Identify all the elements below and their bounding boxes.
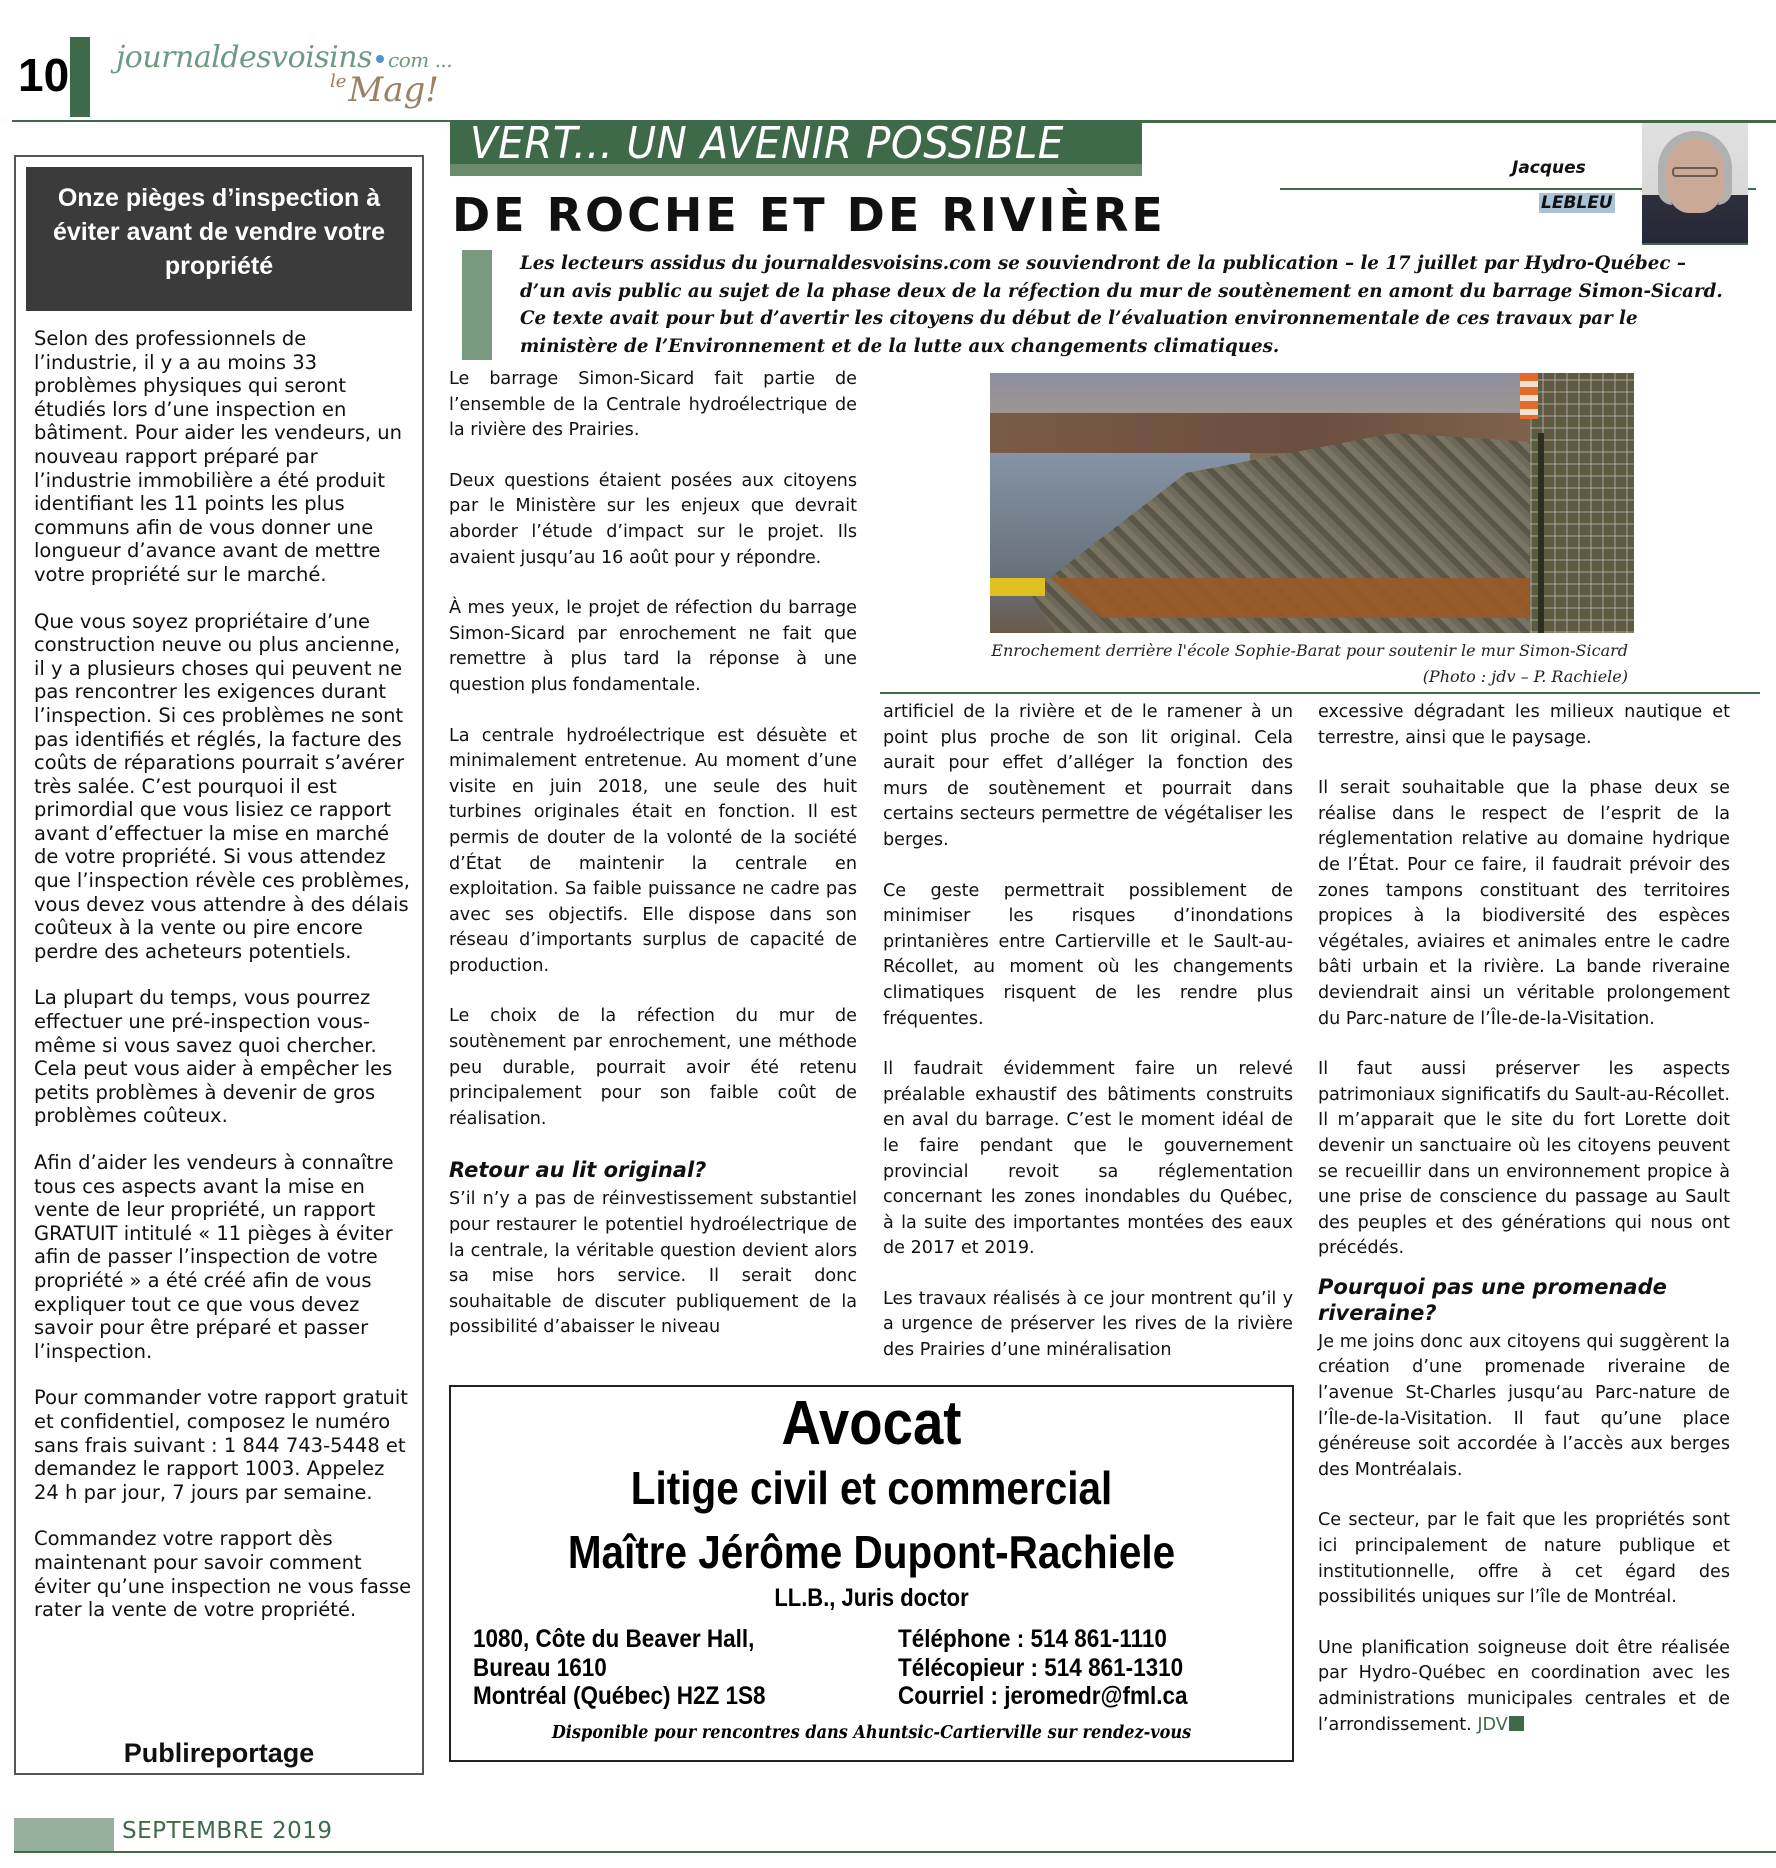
lawyer-availability-note: Disponible pour rencontres dans Ahuntsic-Cartierville sur rendez-vous [551,1723,1192,1743]
article-paragraph: excessive dégradant les milieux nautique et terrestre, ainsi que le paysage. [1318,702,1730,748]
subheading-promenade: Pourquoi pas une promenade riveraine? [1318,1274,1667,1325]
article-closing [1318,1636,1730,1738]
logo-dot-icon [376,55,384,63]
article-column-1 [449,367,857,1366]
photo-fence-post [1538,433,1544,633]
subheading-retour: Retour au lit original? [449,1158,707,1183]
ad-paragraph: Que vous soyez propriétaire d’une construction neuve ou plus ancienne, il y a plusieurs choses qui peuvent ne pas rencontrer les exigences durant l’inspection. Si ces problèmes ne sont pas identifiés et réglés, la facture des coûts de réparations pourrait s’avérer très salée. C’est pourquoi il est primordial que vous lisiez ce rapport avant d’effectuer la mise en marché de votre propriété. Si vous attendez que l’inspection révèle ces problèmes, vous devez vous attendre à des délais coûteux à la vente ou pire encore perdre des acheteurs potentiels. [34,609,410,963]
sponsored-ad-body [34,327,414,1645]
closing-text: Une planification soigneuse doit être réalisée par Hydro-Québec en coordination avec les administrations municipales centrales et de l’arrondissement. [1318,1637,1730,1735]
lawyer-address [473,1625,766,1711]
lawyer-ad-subtitle: Litige civil et commercial [630,1462,1113,1514]
email[interactable]: Courriel : jeromedr@fml.ca [898,1682,1188,1710]
article-paragraph: Je me joins donc aux citoyens qui suggèrent la création d’une promenade riveraine de l’avenue St-Charles jusqu‘au Parc-nature de l’Île-de-la-Visitation. Il faut qu’une place généreuse soit accordée à l’accès aux berges des Montréalais. [1318,1331,1730,1480]
article-lead: Les lecteurs assidus du journaldesvoisins.com se souviendront de la publication – le 17 juillet par Hydro-Québec – d’un avis public au sujet de la phase deux de la réfection du mur de soutènement en amont du barrage Simon-Sicard. Ce texte avait pour but d’avertir les citoyens du début de l’évaluation environnementale de ces travaux par le ministère de l’Environnement et de la lutte aux changements climatiques. [520,253,1723,357]
article-paragraph: Ce secteur, par le fait que les propriétés sont ici principalement de nature publique et institutionnelle, offre à cet égard des possibilités uniques sur l’île de Montréal. [1318,1510,1730,1608]
author-first-name: Jacques [1512,158,1586,178]
page-number: 10 [18,49,70,101]
photo-riverbank [1050,578,1570,618]
lawyer-name: Maître Jérôme Dupont-Rachiele [567,1526,1176,1578]
article-paragraph: À mes yeux, le projet de réfection du barrage Simon-Sicard par enrochement ne fait que remettre à plus tard la réponse à une question plus fondamentale. [449,598,857,695]
ad-paragraph: Commandez votre rapport dès maintenant pour savoir comment éviter qu’une inspection ne vous fasse rater la vente de votre propriété. [34,1527,412,1622]
lawyer-ad [449,1385,1294,1762]
article-paragraph: artificiel de la rivière et de le ramener à un point plus proche de son lit original. Cela aurait pour effet d’alléger la fonction des murs de soutènement et pourrait dans certains secteurs permettre de végétaliser les berges. [883,702,1293,850]
sponsored-label: Publireportage [123,1738,315,1768]
address-line: Montréal (Québec) H2Z 1S8 [473,1682,766,1710]
logo-com-text: com ... [388,48,453,72]
photo-traffic-cone [1520,373,1538,419]
article-column-3 [1318,700,1730,1763]
address-line: Bureau 1610 [473,1653,607,1682]
ad-paragraph: Pour commander votre rapport gratuit et confidentiel, composez le numéro sans frais suivant : 1 844 743-5448 et demandez le rapport 1003. Appelez 24 h par jour, 7 jours par semaine. [34,1386,408,1504]
author-photo [1642,123,1748,245]
article-headline: DE ROCHE ET DE RIVIÈRE [452,188,1166,242]
logo-mag-text: Mag! [348,70,439,110]
sponsored-ad-title: Onze pièges d’inspection à éviter avant de vendre votre propriété [26,167,412,311]
article-paragraph: Il faut aussi préserver les aspects patrimoniaux significatifs du Sault-au-Récollet. Il m’apparait que le site du fort Lorette doit devenir un sanctuaire où les citoyens peuvent se recueillir dans un environnement propice à une prise de conscience du passage au Sault des peuples et des générations qui nous ont précédés. [1318,1059,1730,1259]
sponsored-ad-box [14,155,424,1775]
section-title: VERT... UN AVENIR POSSIBLE [470,118,1064,169]
lawyer-ad-title: Avocat [781,1389,962,1458]
ad-paragraph: Afin d’aider les vendeurs à connaître tous ces aspects avant la mise en vente de leur propriété, un rapport GRATUIT intitulé « 11 pièges à éviter afin de passer l’inspection de votre propriété » a été créé afin de vous expliquer tout ce que vous devez savoir pour être préparé et passer l’inspection. [34,1151,394,1363]
photo-fence [1530,373,1634,633]
article-paragraph: Le barrage Simon-Sicard fait partie de l’ensemble de la Centrale hydroélectrique de la rivière des Prairies. [449,369,857,441]
issue-date: SEPTEMBRE 2019 [122,1818,333,1844]
lead-accent-bar [462,250,492,360]
fax: Télécopieur : 514 861-1310 [898,1653,1184,1682]
caption-rule [880,692,1760,694]
article-paragraph: Il serait souhaitable que la phase deux se réalise dans le respect de l’esprit de la réglementation relative au domaine hydrique de l’État. Pour ce faire, il faudrait prévoir des zones tampons constituant des territoires propices à la biodiversité des espèces végétales, aviaires et animales entre le cadre bâti urbain et la rivière. La bande riveraine deviendrait ainsi un véritable prolongement du Parc-nature de l’Île-de-la-Visitation. [1318,778,1730,1029]
article-photo[interactable] [990,373,1634,633]
masthead-accent-bar [70,37,90,117]
photo-caption: Enrochement derrière l'école Sophie-Barat pour soutenir le mur Simon-Sicard (Photo : jdv – P. Rachiele) [991,641,1628,686]
footer-rule [14,1851,1776,1853]
end-mark-icon [1509,1716,1524,1731]
lawyer-credentials: LL.B., Juris doctor [774,1584,969,1612]
article-column-2 [883,700,1293,1389]
article-paragraph: S’il n’y a pas de réinvestissement substantiel pour restaurer le potentiel hydroélectrique de la centrale, la véritable question devient alors sa mise hors service. Il serait donc souhaitable de discuter publiquement de la possibilité d’abaisser le niveau [449,1189,857,1338]
ad-paragraph: La plupart du temps, vous pourrez effectuer une pré-inspection vous-même si vous savez quoi chercher. Cela peut vous aider à empêcher les petits problèmes à devenir de gros problèmes coûteux. [34,986,393,1128]
article-paragraph: Les travaux réalisés à ce jour montrent qu’il y a urgence de préserver les rives de la rivière des Prairies d’une minéralisation [883,1288,1293,1361]
author-last-name: LEBLEU [1541,193,1613,213]
author-photo-glasses [1672,167,1718,177]
address-line: 1080, Côte du Beaver Hall, [473,1625,755,1653]
phone[interactable]: Téléphone : 514 861-1110 [898,1625,1167,1653]
article-paragraph: La centrale hydroélectrique est désuète et minimalement entretenue. Au moment d’une visite en juin 2018, une seule des huit turbines originales était en fonction. Il est permis de douter de la volonté de la société d’État de maintenir la centrale en exploitation. Sa faible puissance ne cadre pas avec ses objectifs. Elle dispose dans son réseau d’importants surplus de capacité de production. [449,725,857,976]
article-paragraph: Le choix de la réfection du mur de soutènement par enrochement, une méthode peu durable, pourrait avoir été retenu principalement pour son faible coût de réalisation. [449,1006,857,1129]
photo-floating-boom [990,578,1045,596]
article-paragraph: Ce geste permettrait possiblement de minimiser les risques d’inondations printanières entre Cartierville et le Sault-au-Récollet, au moment où les changements climatiques risquent de les rendre plus fréquentes. [883,880,1293,1029]
signoff: JDV [1477,1714,1508,1735]
lawyer-contact [898,1625,1188,1711]
article-paragraph: Deux questions étaient posées aux citoyens par le Ministère sur les enjeux que devrait aborder l’étude d’impact sur le projet. Ils avaient jusqu’au 16 août pour y répondre. [449,470,857,568]
article-paragraph: Il faudrait évidemment faire un relevé préalable exhaustif des bâtiments construits en aval du barrage. C’est le moment idéal de le faire pendant que le gouvernement provincial revoit sa réglementation concernant les zones inondables du Québec, à la suite des importantes montées des eaux de 2017 et 2019. [883,1059,1293,1259]
logo-le-text: le [330,71,347,92]
logo-mag [330,70,439,110]
logo-main-text: journaldesvoisins [116,40,372,75]
ad-paragraph: Selon des professionnels de l’industrie, il y a au moins 33 problèmes physiques qui seront étudiés lors d’une inspection en bâtiment. Pour aider les vendeurs, un nouveau rapport préparé par l’industrie immobilière a été produit identifiant les 11 points les plus communs afin de vous donner une longueur d’avance avant de mettre votre propriété sur le marché. [34,327,403,586]
footer-accent-block [14,1818,114,1851]
